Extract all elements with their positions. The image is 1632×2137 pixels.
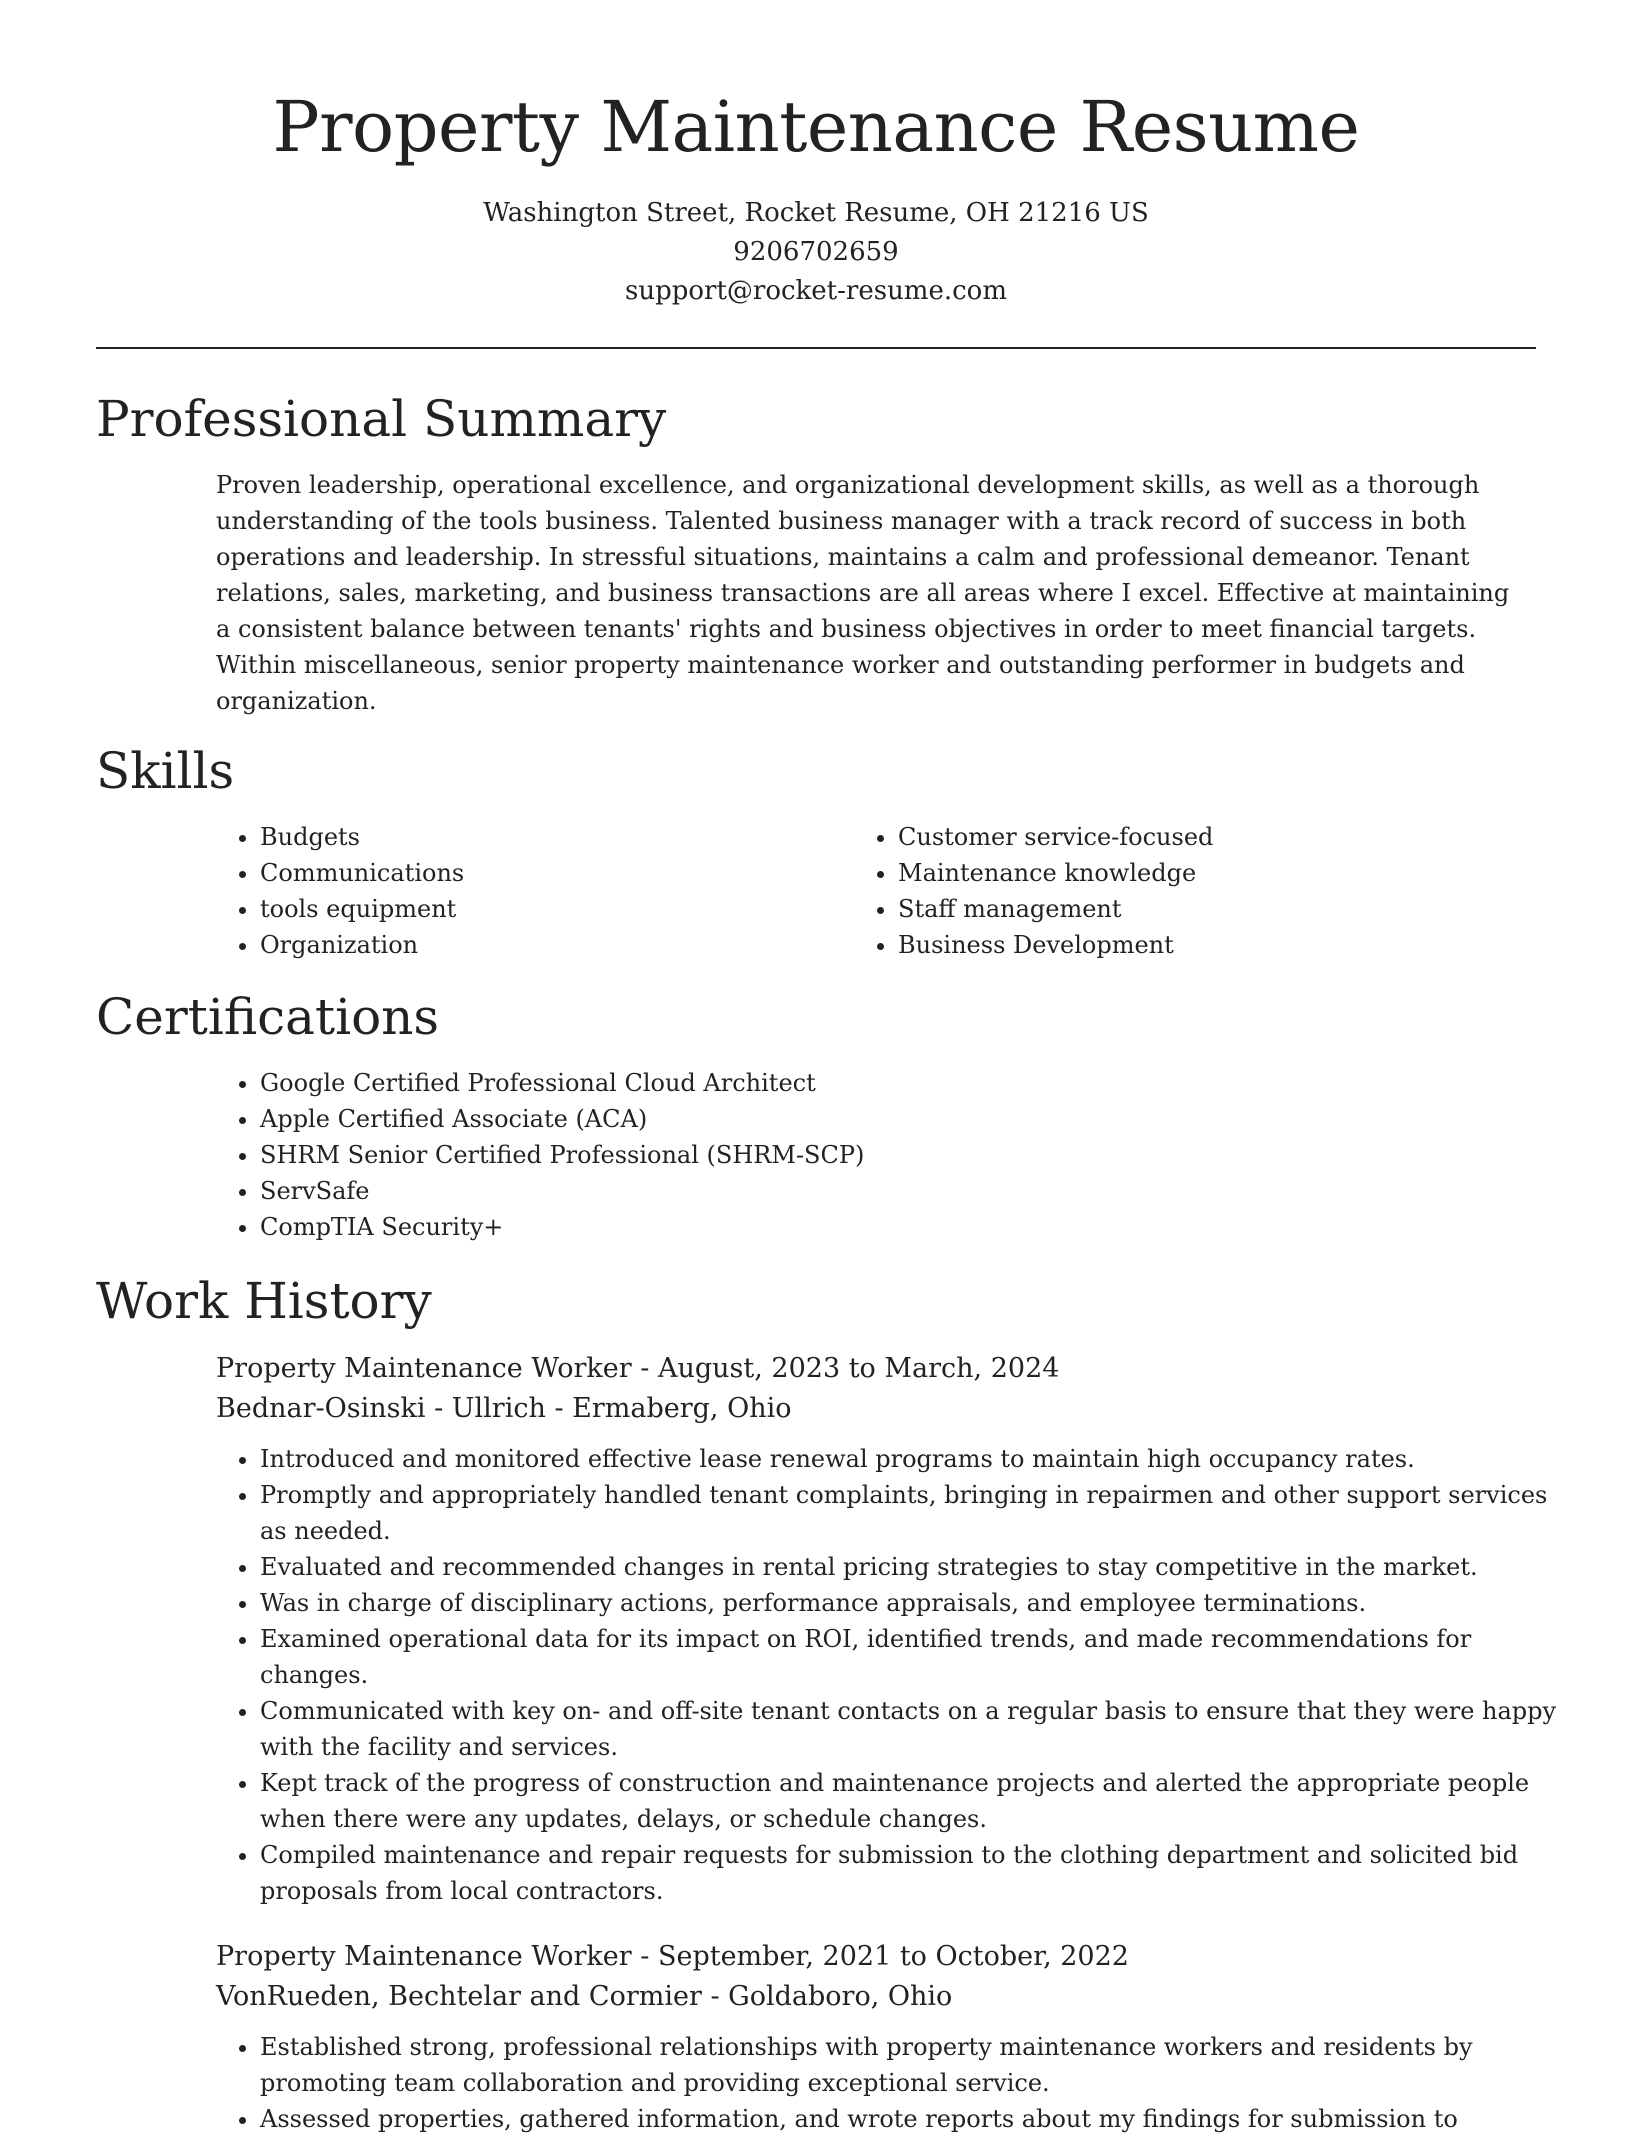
job-title-line <box>216 1937 1536 1977</box>
work-history-section <box>96 1269 1557 2137</box>
skill-item: • Organization <box>260 927 898 963</box>
job-role: Property Maintenance Worker <box>216 1353 632 1384</box>
job-bullet: • Evaluated and recommended changes in rental pricing strategies to stay competitive in the market. <box>260 1549 1560 1585</box>
skill-item: • Staff management <box>898 891 1536 927</box>
job-entry <box>216 1349 1557 1909</box>
job-company: VonRueden, Bechtelar and Cormier <box>216 1981 702 2012</box>
resume-header <box>0 0 1632 311</box>
skill-item: • tools equipment <box>260 891 898 927</box>
certification-item: • Apple Certified Associate (ACA) <box>260 1101 1536 1137</box>
job-role: Property Maintenance Worker <box>216 1941 632 1972</box>
job-location: - Ermaberg, Ohio <box>554 1393 792 1424</box>
summary-heading: Professional Summary <box>96 390 667 448</box>
job-bullet: • Communicated with key on- and off-site tenant contacts on a regular basis to ensure that they were happy with the facility and services. <box>260 1693 1560 1765</box>
skill-item: • Maintenance knowledge <box>898 855 1536 891</box>
email-text: support@rocket-resume.com <box>624 276 1007 306</box>
certifications-heading: Certifications <box>96 988 440 1046</box>
skills-grid <box>96 819 1536 963</box>
summary-section <box>96 387 1536 719</box>
skill-item: • Communications <box>260 855 898 891</box>
job-bullets <box>216 1441 1560 1909</box>
job-title-line <box>216 1349 1536 1389</box>
skill-item: • Business Development <box>898 927 1536 963</box>
contact-info <box>0 194 1632 311</box>
work-history-heading: Work History <box>96 1272 432 1330</box>
job-location: - Goldaboro, Ohio <box>710 1981 953 2012</box>
skills-column-1 <box>96 819 898 963</box>
certification-item: • Google Certified Professional Cloud Architect <box>260 1065 1536 1101</box>
certification-item: • ServSafe <box>260 1173 1536 1209</box>
skills-column-2 <box>898 819 1536 963</box>
address-text: Washington Street, Rocket Resume, OH 21216 US <box>483 198 1149 228</box>
job-company: Bednar-Osinski - Ullrich <box>216 1393 546 1424</box>
certification-item: • CompTIA Security+ <box>260 1209 1536 1245</box>
job-bullet: • Kept track of the progress of construction and maintenance projects and alerted the appropriate people when there were any updates, delays, or schedule changes. <box>260 1765 1560 1837</box>
job-bullet: • Assessed properties, gathered information, and wrote reports about my findings for submission to <box>260 2101 1560 2137</box>
job-bullet: • Established strong, professional relationships with property maintenance workers and residents by promoting team collaboration and providing exceptional service. <box>260 2029 1560 2101</box>
skills-section <box>96 739 1536 963</box>
resume-title: Property Maintenance Resume <box>272 86 1360 168</box>
skill-item: • Budgets <box>260 819 898 855</box>
skill-item: • Customer service-focused <box>898 819 1536 855</box>
summary-text: Proven leadership, operational excellence, and organizational development skills, as well as a thorough understanding of the tools business. Talented business manager with a track record of success in both operations and leadership. In stressful situations, maintains a calm and professional demeanor. Tenant relations, sales, marketing, and business transactions are all areas where I excel. Effective at maintaining a consistent balance between tenants' rights and business objectives in order to meet financial targets. Within miscellaneous, senior property maintenance worker and outstanding performer in budgets and organization. <box>216 471 1510 715</box>
skills-heading: Skills <box>96 742 235 800</box>
certifications-list <box>96 1065 1536 1245</box>
job-company-line <box>216 1977 1536 2017</box>
job-company-line <box>216 1389 1536 1429</box>
phone-text: 9206702659 <box>733 237 899 267</box>
header-divider <box>96 347 1536 349</box>
job-entry <box>216 1937 1536 2137</box>
job-dates: - August, 2023 to March, 2024 <box>640 1353 1060 1384</box>
job-bullet: • Compiled maintenance and repair requests for submission to the clothing department and solicited bid proposals from local contractors. <box>260 1837 1560 1909</box>
certification-item: • SHRM Senior Certified Professional (SHRM-SCP) <box>260 1137 1536 1173</box>
job-bullet: • Examined operational data for its impact on ROI, identified trends, and made recommendations for changes. <box>260 1621 1560 1693</box>
job-bullet: • Was in charge of disciplinary actions, performance appraisals, and employee terminations. <box>260 1585 1560 1621</box>
job-bullets <box>216 2029 1560 2137</box>
job-dates: - September, 2021 to October, 2022 <box>640 1941 1129 1972</box>
job-bullet: • Introduced and monitored effective lease renewal programs to maintain high occupancy rates. <box>260 1441 1560 1477</box>
job-bullet: • Promptly and appropriately handled tenant complaints, bringing in repairmen and other support services as needed. <box>260 1477 1560 1549</box>
certifications-section <box>96 985 1536 1245</box>
